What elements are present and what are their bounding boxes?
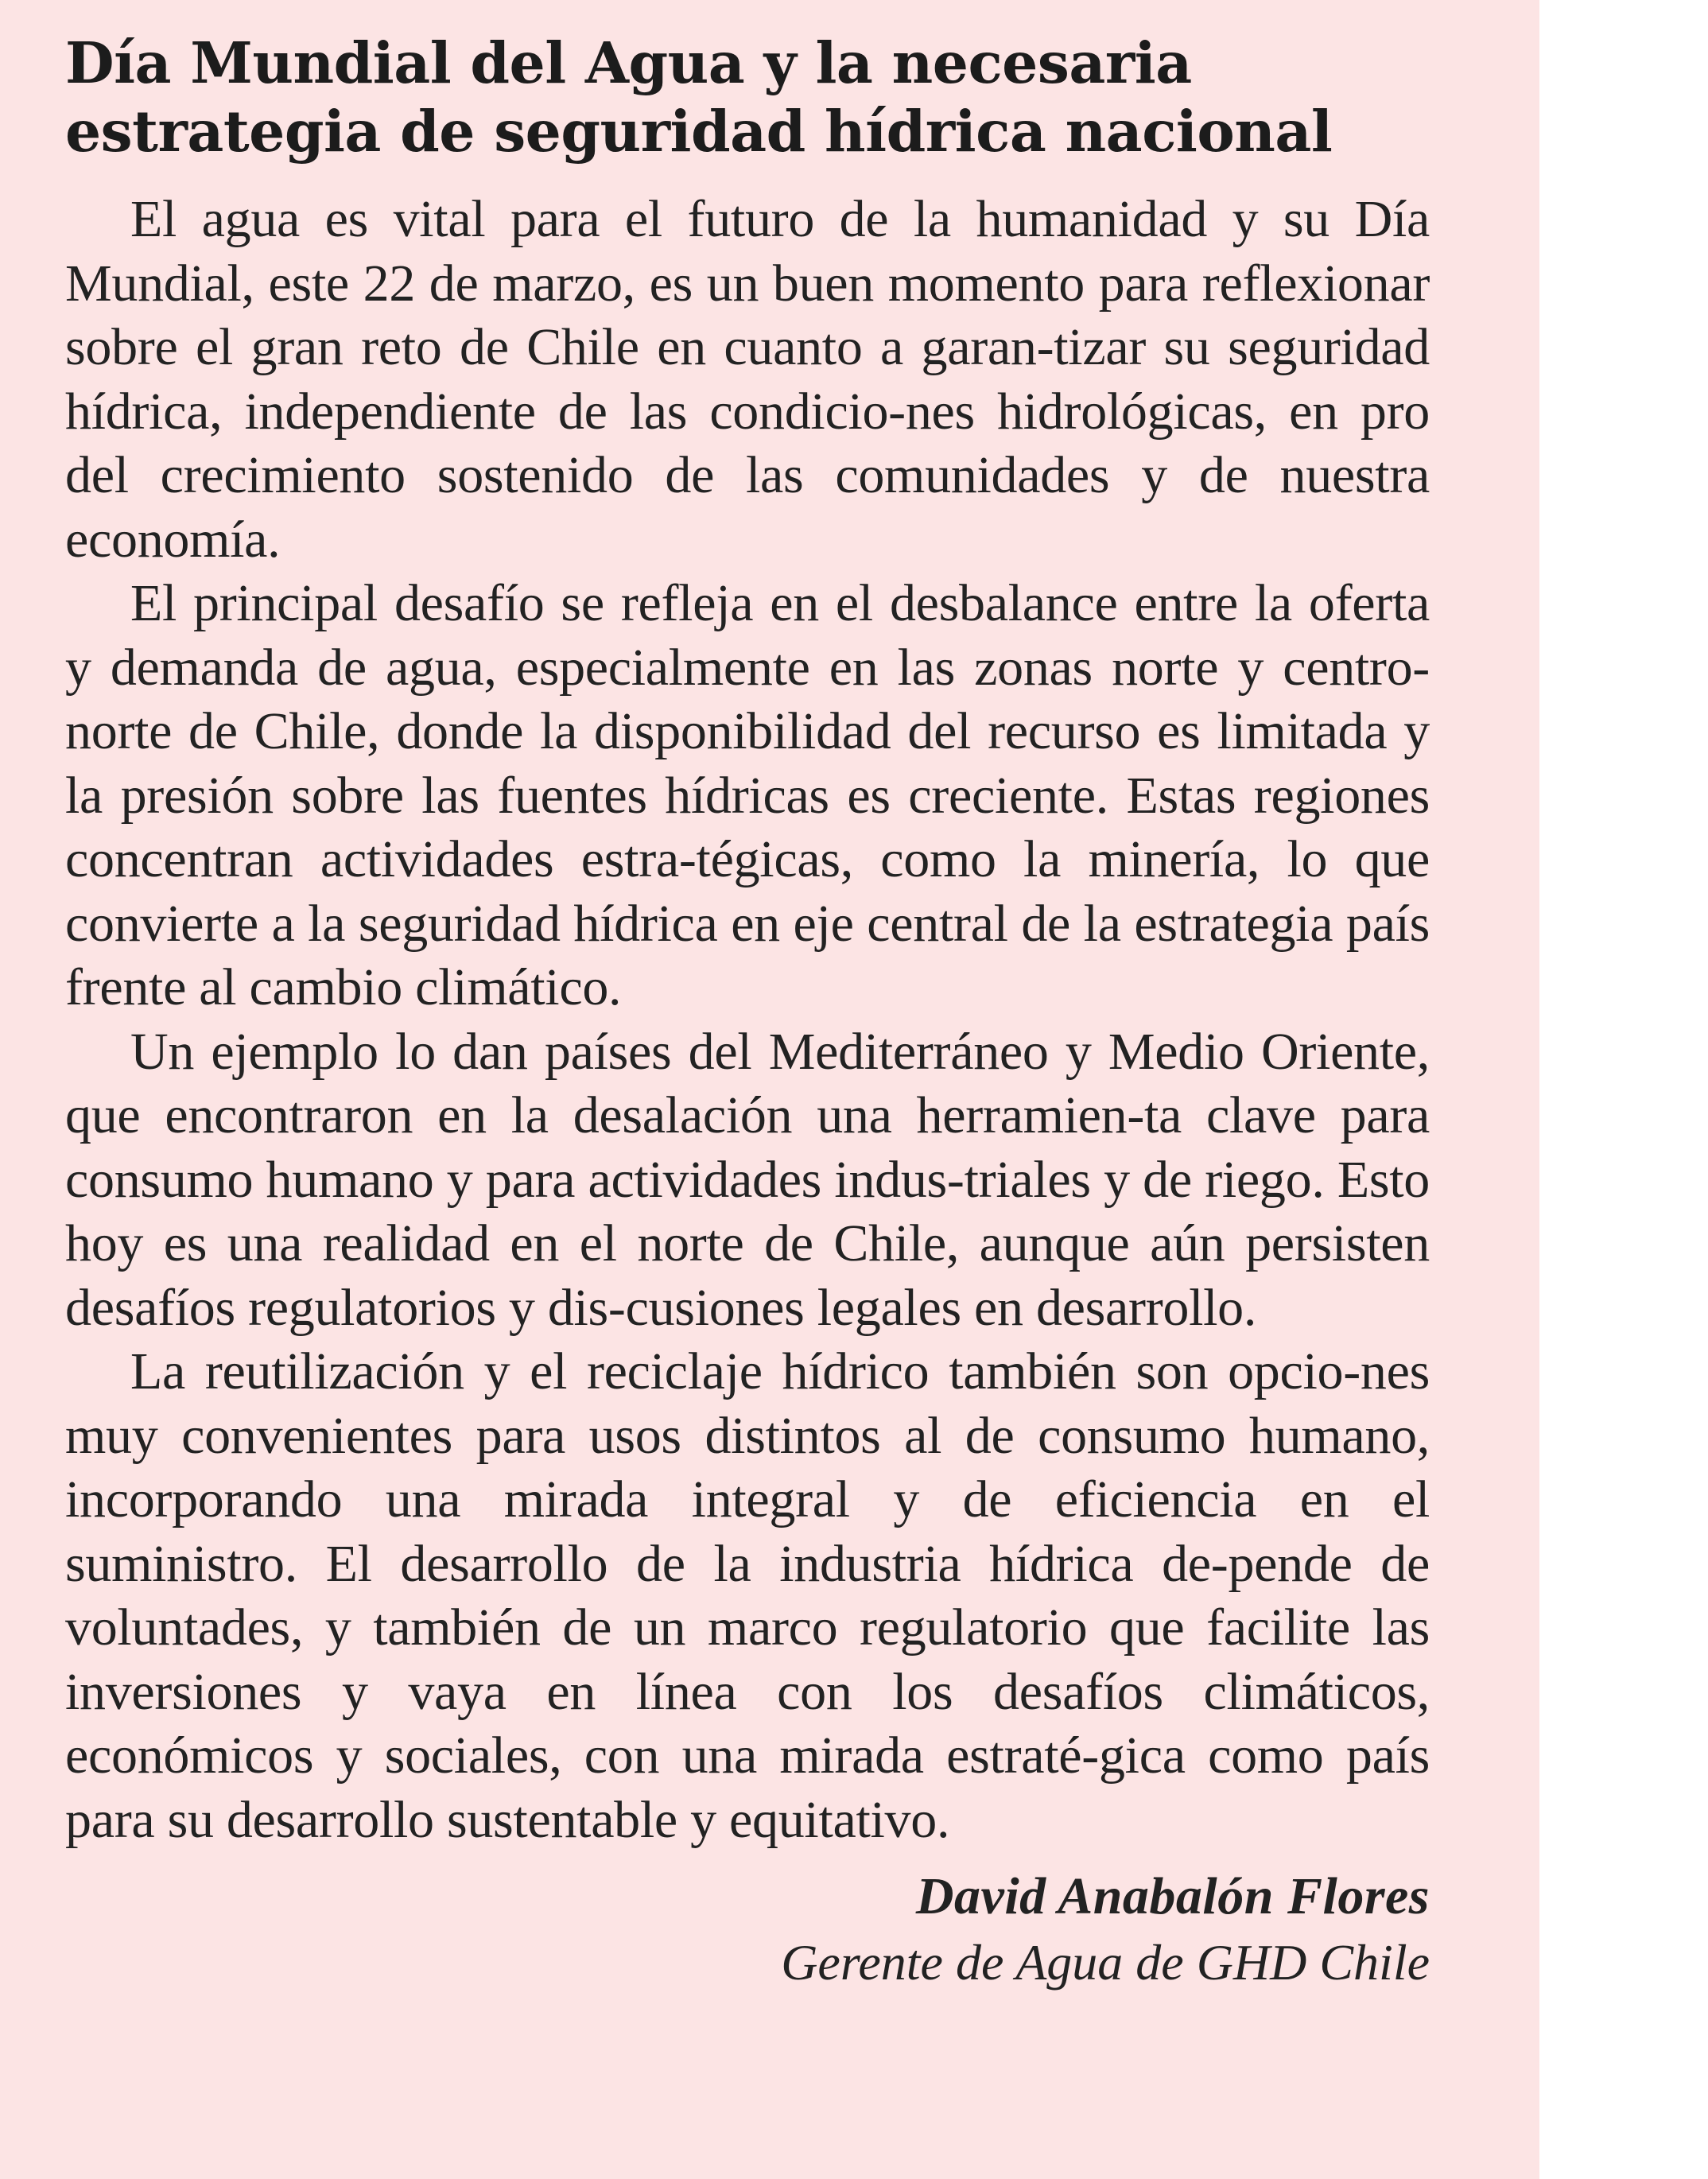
- author-role: Gerente de Agua de GHD Chile: [781, 1934, 1430, 1991]
- article-paragraph-2: El principal desafío se refleja en el desbalance entre la oferta y demanda de agua, especialmente en las zonas norte y centro- norte de Chile, donde la disponibilidad del recurso es limitada y la presión sobre las fuentes hídricas es creciente. Estas regiones concentran actividades estra-tégicas, como la minería, lo que convierte a la seguridad hídrica en eje central de la estrategia país frente al cambio climático.: [65, 574, 1430, 1016]
- opinion-article: [65, 29, 1430, 1995]
- author-name: David Anabalón Flores: [915, 1867, 1430, 1925]
- article-headline: Día Mundial del Agua y la necesaria estrategia de seguridad hídrica nacional: [65, 29, 1333, 165]
- article-paragraph-1: El agua es vital para el futuro de la humanidad y su Día Mundial, este 22 de marzo, es un buen momento para reflexionar sobre el gran reto de Chile en cuanto a garan-tizar su seguridad hídrica, independiente de las condicio-nes hidrológicas, en pro del crecimiento sostenido de las comunidades y de nuestra economía.: [65, 190, 1430, 569]
- article-paragraph-4: La reutilización y el reciclaje hídrico también son opcio-nes muy convenientes para usos distintos al de consumo humano, incorporando una mirada integral y de eficiencia en el suministro. El desarrollo de la industria hídrica de-pende de voluntades, y también de un marco regulatorio que facilite las inversiones y vaya en línea con los desafíos climáticos, económicos y sociales, con una mirada estraté-gica como país para su desarrollo sustentable y equitativo.: [65, 1342, 1430, 1849]
- byline: [65, 1863, 1430, 1995]
- article-paragraph-3: Un ejemplo lo dan países del Mediterráneo y Medio Oriente, que encontraron en la desalación una herramien-ta clave para consumo humano y para actividades indus-triales y de riego. Esto hoy es una realidad en el norte de Chile, aunque aún persisten desafíos regulatorios y dis-cusiones legales en desarrollo.: [65, 1022, 1430, 1337]
